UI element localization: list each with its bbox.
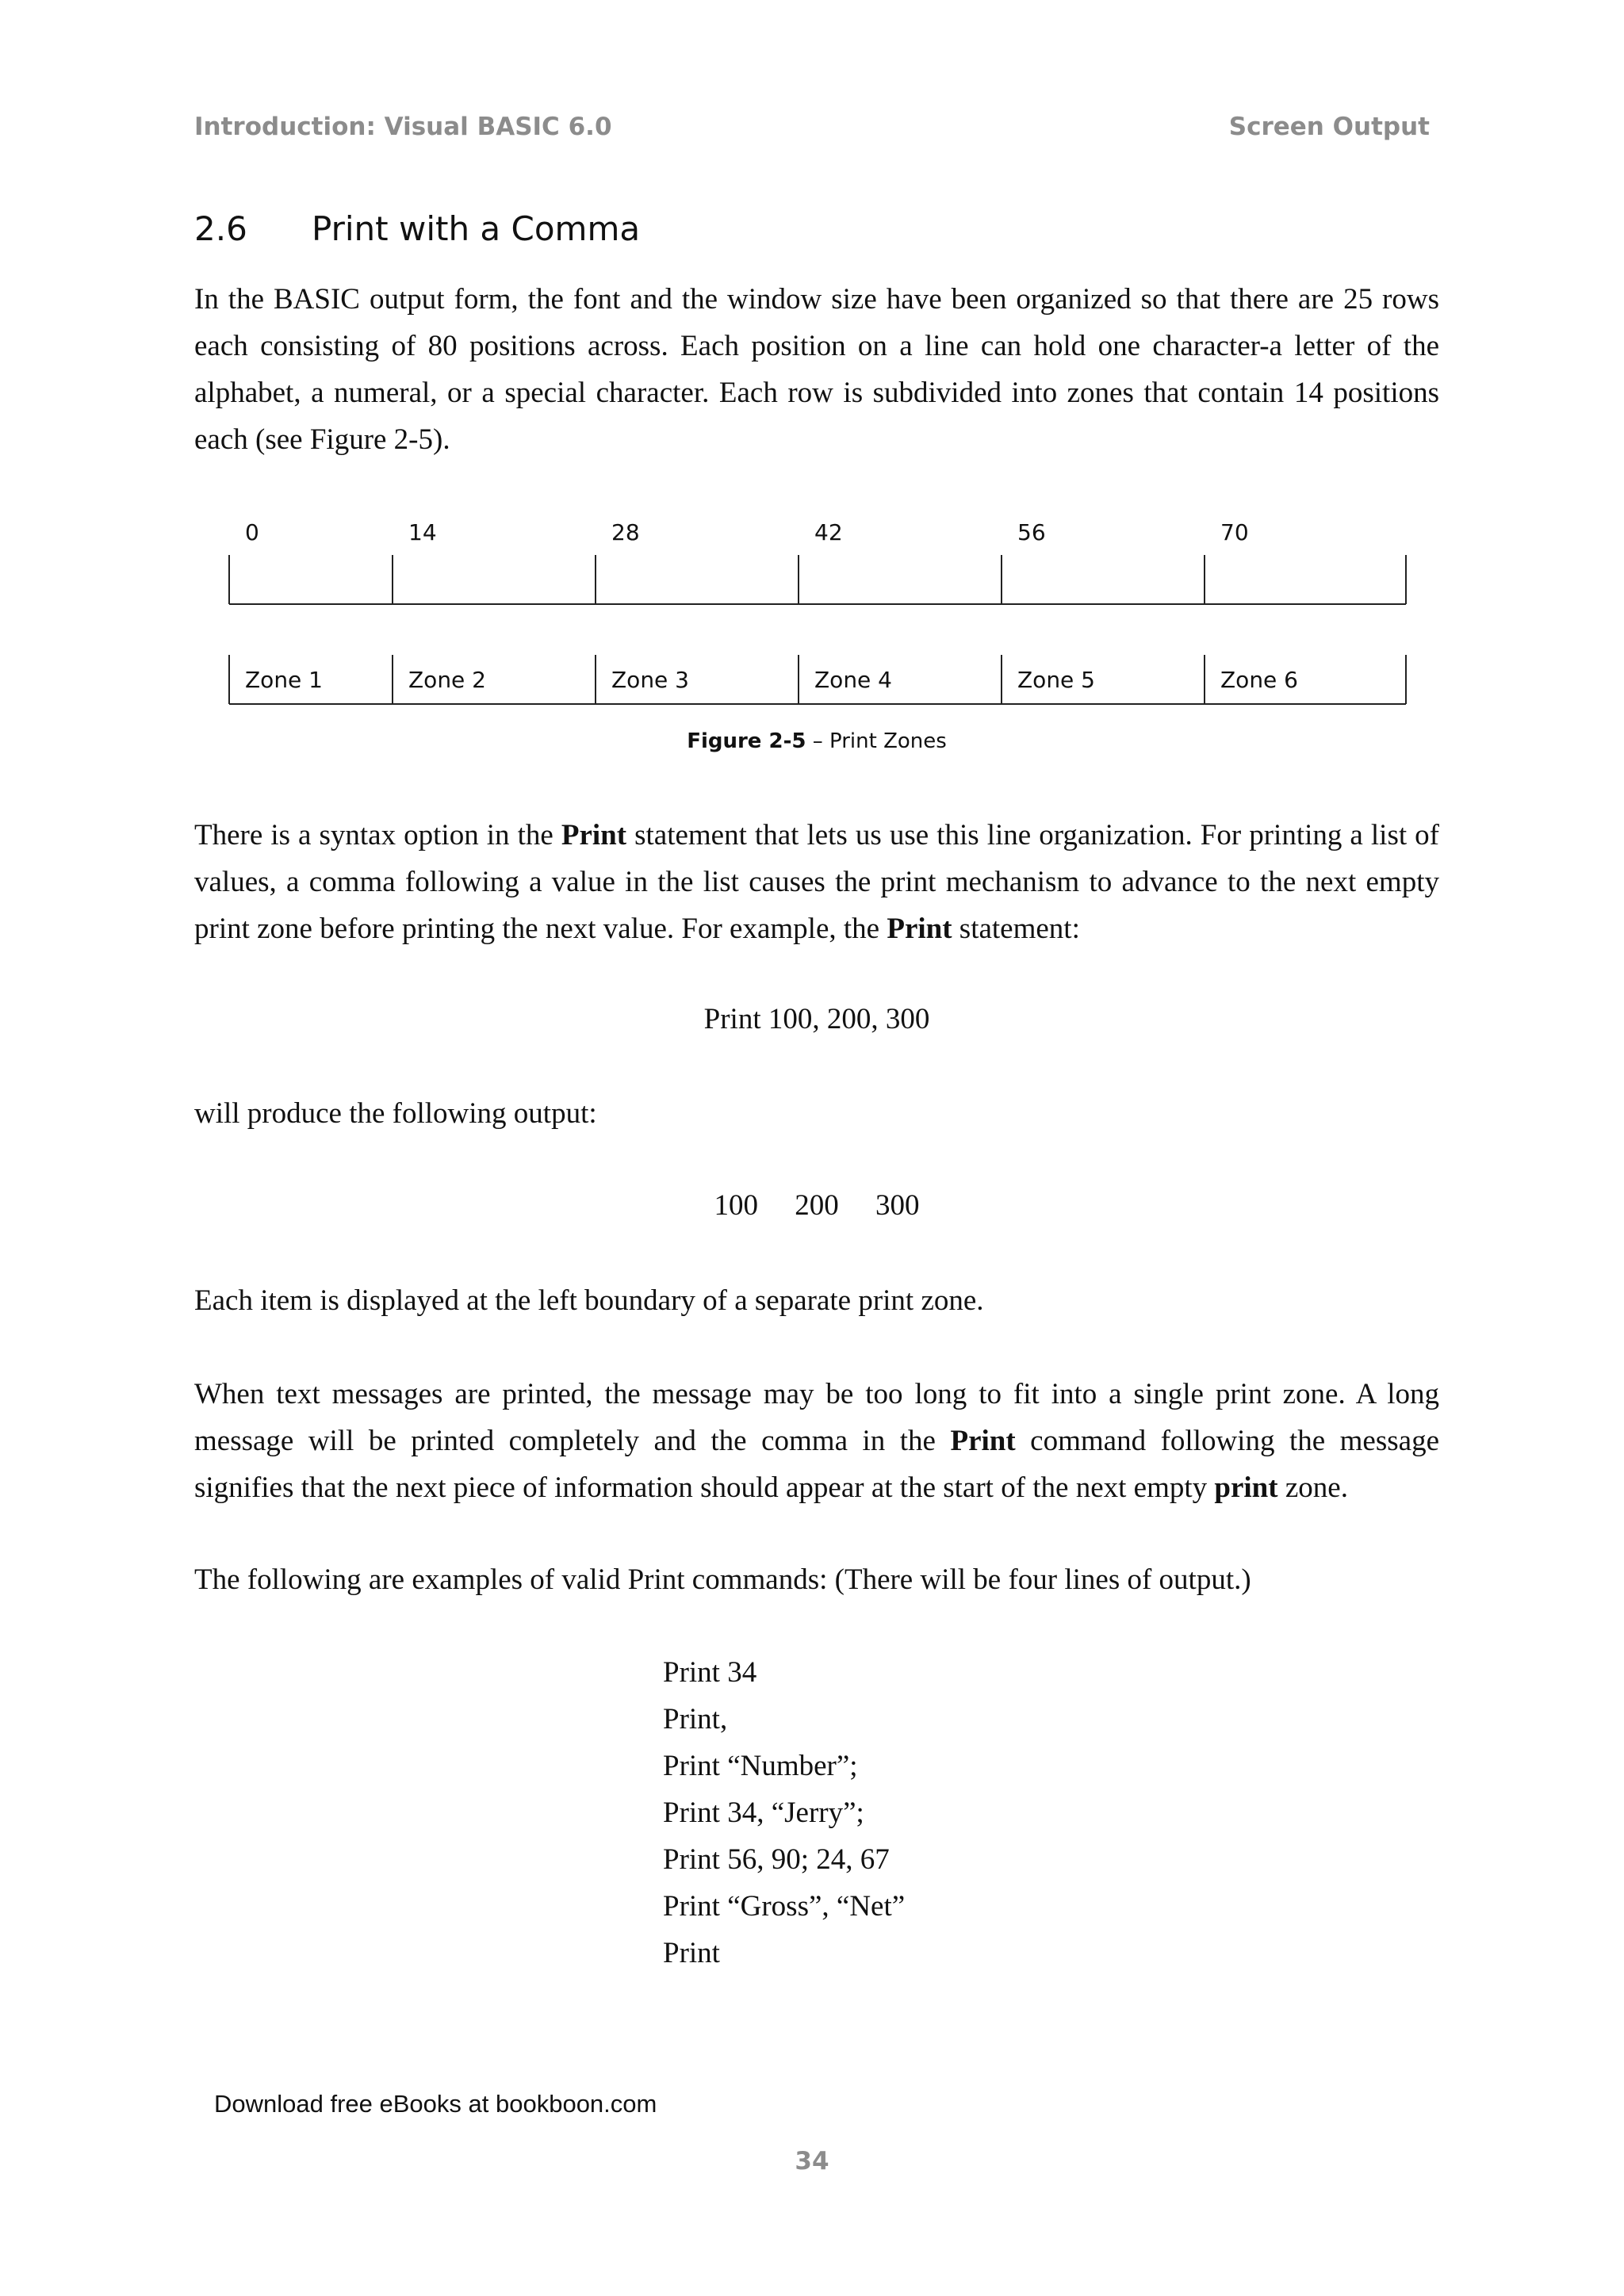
examples-intro-paragraph: The following are examples of valid Print commands: (There will be four lines of output.) xyxy=(194,1563,1251,1596)
code-line: Print 34 xyxy=(663,1656,757,1689)
text-run: zone. xyxy=(1277,1471,1348,1504)
text-run: There is a syntax option in the xyxy=(194,819,561,851)
zone-label: Zone 6 xyxy=(1220,667,1298,693)
position-label: 70 xyxy=(1220,519,1249,545)
code-line: Print 34, “Jerry”; xyxy=(663,1797,864,1829)
code-line: Print 56, 90; 24, 67 xyxy=(663,1843,890,1876)
figure-caption-label: Figure 2-5 xyxy=(687,729,806,753)
keyword-print: print xyxy=(1214,1471,1278,1504)
download-link[interactable]: Download free eBooks at bookboon.com xyxy=(214,2090,657,2118)
position-label: 14 xyxy=(408,519,437,545)
zone-label: Zone 3 xyxy=(611,667,689,693)
page-number: 34 xyxy=(795,2147,829,2175)
keyword-print: Print xyxy=(887,913,952,945)
keyword-print: Print xyxy=(950,1425,1016,1457)
long-message-paragraph xyxy=(194,1371,1439,1511)
running-header-chapter: Screen Output xyxy=(1228,113,1430,141)
section-number: 2.6 xyxy=(194,209,247,248)
keyword-print: Print xyxy=(561,819,627,851)
code-line: Print, xyxy=(663,1703,728,1735)
text-run: statement that lets us use this line organization. For printing a list of values, a comma following a value in the list causes the print mechanism to advance to the next empty print zone before printing the next value. For example, the xyxy=(194,819,1440,945)
produce-paragraph: will produce the following output: xyxy=(194,1097,597,1130)
position-label: 42 xyxy=(814,519,843,545)
zone-label: Zone 1 xyxy=(245,667,323,693)
code-line: Print xyxy=(663,1937,720,1969)
figure-caption xyxy=(194,729,1439,753)
code-line: Print “Number”; xyxy=(663,1750,858,1782)
example-statement: Print 100, 200, 300 xyxy=(703,1003,930,1035)
figure-caption-text: – Print Zones xyxy=(806,729,947,753)
syntax-paragraph xyxy=(194,812,1439,952)
running-header-title: Introduction: Visual BASIC 6.0 xyxy=(194,113,612,141)
text-run: statement: xyxy=(952,913,1080,945)
zone-label: Zone 4 xyxy=(814,667,892,693)
intro-paragraph: In the BASIC output form, the font and the window size have been organized so that there are 25 rows each consisting of 80 positions across. Each position on a line can hold one character-a letter of the alphabet, a numeral, or a special character. Each row is subdivided into zones that contain 14 positions each (see Figure 2-5). xyxy=(194,283,1439,456)
zone-label: Zone 2 xyxy=(408,667,486,693)
position-label: 28 xyxy=(611,519,640,545)
text-run: When text messages are printed, the message may be too long to fit into a single print zone. A long message will be printed completely and the comma in the xyxy=(194,1378,1439,1457)
zone-label: Zone 5 xyxy=(1017,667,1095,693)
position-label: 0 xyxy=(245,519,259,545)
code-line: Print “Gross”, “Net” xyxy=(663,1890,906,1923)
example-output: 100 200 300 xyxy=(714,1189,920,1222)
section-title: Print with a Comma xyxy=(312,209,641,248)
text-run: command following the message signifies that the next piece of information should appear at the start of the next empty xyxy=(194,1425,1439,1504)
position-label: 56 xyxy=(1017,519,1046,545)
zone-boundary-paragraph: Each item is displayed at the left boundary of a separate print zone. xyxy=(194,1284,984,1317)
zone-ruler xyxy=(0,0,1624,714)
